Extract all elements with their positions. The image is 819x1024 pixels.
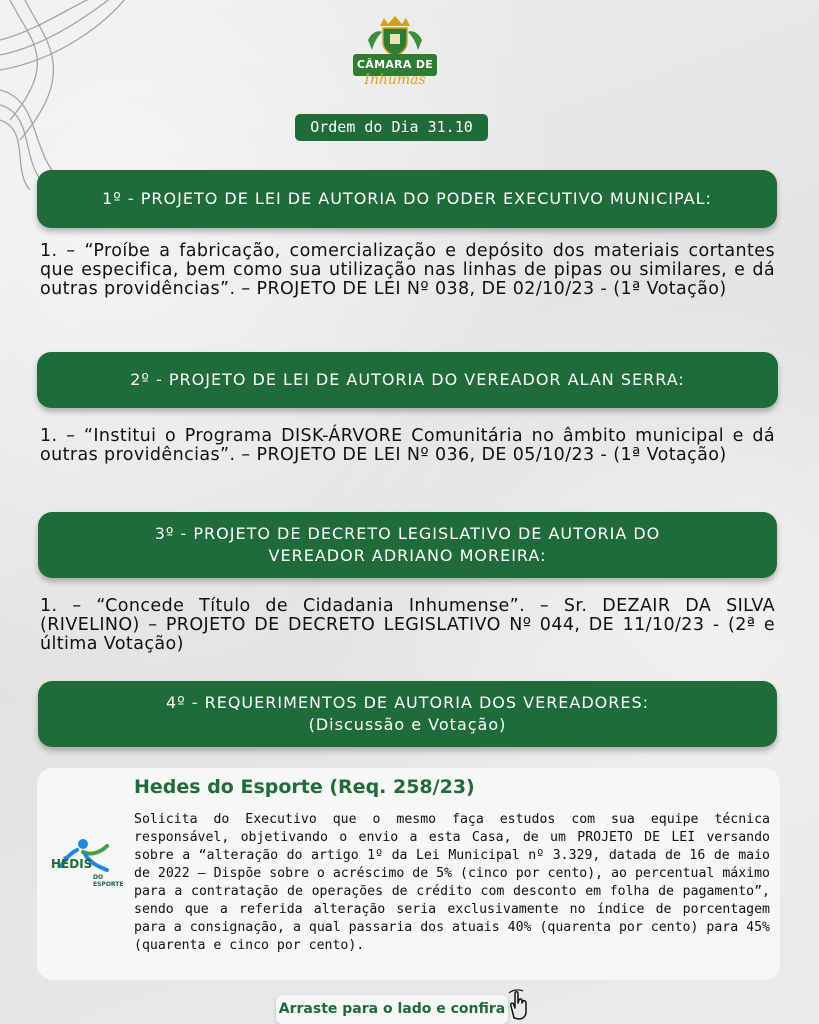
section-3-heading (38, 512, 777, 578)
section-4-heading-line1: 4º - REQUERIMENTOS DE AUTORIA DOS VEREADORES: (165, 693, 650, 712)
coat-of-arms-icon (350, 12, 440, 56)
section-1-heading-text: 1º - PROJETO DE LEI DE AUTORIA DO PODER EXECUTIVO MUNICIPAL: (102, 189, 712, 208)
section-1-body: 1. – “Proíbe a fabricação, comercialização e depósito dos materiais cortantes que especifica, bem como sua utilização nas linhas de pipas ou similares, e dá outras providências”. – PROJETO DE LEI Nº 038, DE 02/10/23 - (1ª Votação) (40, 241, 775, 299)
session-date-label: Ordem do Dia 31.10 (295, 114, 488, 141)
hedis-logo-name: HÊDIS (51, 857, 93, 871)
swipe-hand-icon (505, 988, 531, 1022)
section-1-heading (37, 170, 777, 228)
section-4-heading (38, 681, 777, 747)
section-2-body: 1. – “Institui o Programa DISK-ÁRVORE Comunitária no âmbito municipal e dá outras providências”. – PROJETO DE LEI Nº 036, DE 05/10/23 - (1ª Votação) (40, 426, 775, 465)
section-4-heading-line2: (Discussão e Votação) (308, 715, 507, 734)
request-text: Solicita do Executivo que o mesmo faça estudos com sua equipe técnica responsável, objetivando o envio a esta Casa, de um PROJETO DE LEI versando sobre a “alteração do artigo 1º da Lei Municipal nº 3.329, datada de 16 de maio de 2022 – Dispõe sobre o acréscimo de 5% (cinco por cento), ao percentual máximo para a contratação de operações de crédito com desconto em folha de pagamento”, sendo que a referida alteração seria exclusivamente no índice de porcentagem para a consignação, a qual passaria dos atuais 40% (quarenta por cento) para 45% (quarenta e cinco por cento). (134, 812, 770, 953)
wave-lines-decoration (0, 0, 140, 190)
request-title: Hedes do Esporte (Req. 258/23) (134, 776, 475, 798)
swipe-hint-button[interactable]: Arraste para o lado e confira (276, 995, 508, 1024)
hedis-logo-sub: DO ESPORTE (93, 874, 124, 888)
section-2-heading (37, 352, 778, 408)
camara-logo (350, 12, 440, 92)
section-3-heading-line1: 3º - PROJETO DE DECRETO LEGISLATIVO DE AUTORIA DO (154, 524, 661, 543)
logo-script: Inhumas (364, 72, 426, 88)
request-card (37, 768, 780, 980)
section-3-body: 1. – “Concede Título de Cidadania Inhumense”. – Sr. DEZAIR DA SILVA (RIVELINO) – PROJETO DE DECRETO LEGISLATIVO Nº 044, DE 11/10/23 - (2ª e última Votação) (40, 596, 775, 654)
section-2-heading-text: 2º - PROJETO DE LEI DE AUTORIA DO VEREADOR ALAN SERRA: (130, 370, 685, 389)
hedis-logo (47, 836, 129, 896)
section-3-heading-line2: VEREADOR ADRIANO MOREIRA: (268, 546, 547, 565)
logo-badge: CÂMARA DE (353, 54, 437, 76)
